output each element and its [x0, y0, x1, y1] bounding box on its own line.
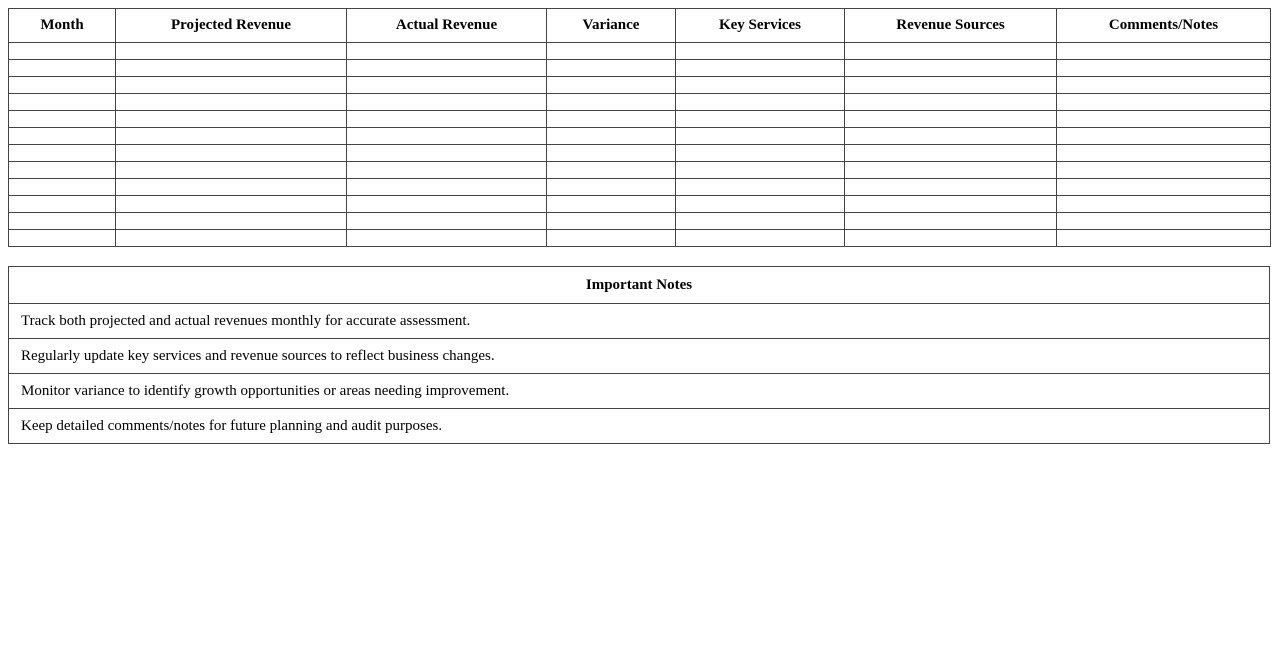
table-row — [9, 128, 1271, 145]
cell-variance[interactable] — [547, 111, 676, 128]
cell-variance[interactable] — [547, 94, 676, 111]
cell-comments-notes[interactable] — [1057, 77, 1271, 94]
cell-variance[interactable] — [547, 77, 676, 94]
cell-revenue-sources[interactable] — [845, 213, 1057, 230]
cell-key-services[interactable] — [676, 213, 845, 230]
column-header-comments-notes: Comments/Notes — [1057, 9, 1271, 43]
cell-key-services[interactable] — [676, 145, 845, 162]
cell-revenue-sources[interactable] — [845, 162, 1057, 179]
cell-comments-notes[interactable] — [1057, 145, 1271, 162]
cell-month[interactable] — [9, 162, 116, 179]
table-row — [9, 213, 1271, 230]
cell-comments-notes[interactable] — [1057, 196, 1271, 213]
cell-month[interactable] — [9, 111, 116, 128]
cell-key-services[interactable] — [676, 128, 845, 145]
cell-variance[interactable] — [547, 230, 676, 247]
cell-comments-notes[interactable] — [1057, 43, 1271, 60]
note-item: Regularly update key services and revenue sources to reflect business changes. — [9, 339, 1270, 374]
table-header-row — [9, 9, 1271, 43]
table-row — [9, 230, 1271, 247]
table-row — [9, 162, 1271, 179]
cell-variance[interactable] — [547, 179, 676, 196]
note-row — [9, 339, 1270, 374]
revenue-table — [8, 8, 1271, 247]
cell-month[interactable] — [9, 77, 116, 94]
cell-key-services[interactable] — [676, 111, 845, 128]
table-row — [9, 179, 1271, 196]
cell-variance[interactable] — [547, 162, 676, 179]
cell-actual-revenue[interactable] — [347, 43, 547, 60]
cell-actual-revenue[interactable] — [347, 230, 547, 247]
column-header-revenue-sources: Revenue Sources — [845, 9, 1057, 43]
cell-revenue-sources[interactable] — [845, 77, 1057, 94]
cell-projected-revenue[interactable] — [116, 196, 347, 213]
cell-key-services[interactable] — [676, 179, 845, 196]
cell-actual-revenue[interactable] — [347, 77, 547, 94]
table-row — [9, 60, 1271, 77]
cell-revenue-sources[interactable] — [845, 60, 1057, 77]
cell-key-services[interactable] — [676, 230, 845, 247]
cell-month[interactable] — [9, 94, 116, 111]
cell-variance[interactable] — [547, 196, 676, 213]
cell-projected-revenue[interactable] — [116, 230, 347, 247]
cell-comments-notes[interactable] — [1057, 230, 1271, 247]
cell-revenue-sources[interactable] — [845, 145, 1057, 162]
cell-variance[interactable] — [547, 213, 676, 230]
cell-month[interactable] — [9, 128, 116, 145]
cell-month[interactable] — [9, 179, 116, 196]
cell-revenue-sources[interactable] — [845, 43, 1057, 60]
cell-month[interactable] — [9, 43, 116, 60]
cell-comments-notes[interactable] — [1057, 162, 1271, 179]
notes-header-row — [9, 267, 1270, 304]
cell-key-services[interactable] — [676, 77, 845, 94]
table-row — [9, 77, 1271, 94]
cell-actual-revenue[interactable] — [347, 111, 547, 128]
cell-projected-revenue[interactable] — [116, 43, 347, 60]
cell-projected-revenue[interactable] — [116, 213, 347, 230]
column-header-actual-revenue: Actual Revenue — [347, 9, 547, 43]
cell-comments-notes[interactable] — [1057, 94, 1271, 111]
cell-projected-revenue[interactable] — [116, 77, 347, 94]
cell-projected-revenue[interactable] — [116, 111, 347, 128]
cell-actual-revenue[interactable] — [347, 213, 547, 230]
cell-projected-revenue[interactable] — [116, 179, 347, 196]
cell-variance[interactable] — [547, 145, 676, 162]
cell-key-services[interactable] — [676, 60, 845, 77]
cell-comments-notes[interactable] — [1057, 128, 1271, 145]
cell-actual-revenue[interactable] — [347, 196, 547, 213]
cell-variance[interactable] — [547, 128, 676, 145]
cell-month[interactable] — [9, 196, 116, 213]
cell-projected-revenue[interactable] — [116, 60, 347, 77]
cell-projected-revenue[interactable] — [116, 94, 347, 111]
cell-revenue-sources[interactable] — [845, 94, 1057, 111]
cell-projected-revenue[interactable] — [116, 128, 347, 145]
table-row — [9, 145, 1271, 162]
cell-month[interactable] — [9, 60, 116, 77]
revenue-table-body — [9, 43, 1271, 247]
note-item: Keep detailed comments/notes for future planning and audit purposes. — [9, 409, 1270, 444]
cell-key-services[interactable] — [676, 94, 845, 111]
note-row — [9, 374, 1270, 409]
cell-month[interactable] — [9, 145, 116, 162]
cell-actual-revenue[interactable] — [347, 162, 547, 179]
table-row — [9, 94, 1271, 111]
cell-key-services[interactable] — [676, 43, 845, 60]
cell-revenue-sources[interactable] — [845, 196, 1057, 213]
table-row — [9, 196, 1271, 213]
cell-revenue-sources[interactable] — [845, 230, 1057, 247]
cell-actual-revenue[interactable] — [347, 60, 547, 77]
note-row — [9, 304, 1270, 339]
cell-variance[interactable] — [547, 43, 676, 60]
column-header-variance: Variance — [547, 9, 676, 43]
cell-actual-revenue[interactable] — [347, 145, 547, 162]
cell-month[interactable] — [9, 230, 116, 247]
note-item: Monitor variance to identify growth opportunities or areas needing improvement. — [9, 374, 1270, 409]
table-row — [9, 111, 1271, 128]
cell-actual-revenue[interactable] — [347, 94, 547, 111]
notes-title: Important Notes — [9, 267, 1270, 304]
cell-actual-revenue[interactable] — [347, 179, 547, 196]
cell-comments-notes[interactable] — [1057, 179, 1271, 196]
cell-comments-notes[interactable] — [1057, 60, 1271, 77]
note-row — [9, 409, 1270, 444]
column-header-projected-revenue: Projected Revenue — [116, 9, 347, 43]
cell-variance[interactable] — [547, 60, 676, 77]
cell-revenue-sources[interactable] — [845, 128, 1057, 145]
cell-revenue-sources[interactable] — [845, 179, 1057, 196]
cell-revenue-sources[interactable] — [845, 111, 1057, 128]
important-notes-table — [8, 266, 1270, 444]
cell-projected-revenue[interactable] — [116, 145, 347, 162]
cell-key-services[interactable] — [676, 196, 845, 213]
cell-month[interactable] — [9, 213, 116, 230]
table-row — [9, 43, 1271, 60]
column-header-month: Month — [9, 9, 116, 43]
note-item: Track both projected and actual revenues monthly for accurate assessment. — [9, 304, 1270, 339]
cell-key-services[interactable] — [676, 162, 845, 179]
cell-comments-notes[interactable] — [1057, 111, 1271, 128]
cell-projected-revenue[interactable] — [116, 162, 347, 179]
cell-comments-notes[interactable] — [1057, 213, 1271, 230]
column-header-key-services: Key Services — [676, 9, 845, 43]
cell-actual-revenue[interactable] — [347, 128, 547, 145]
